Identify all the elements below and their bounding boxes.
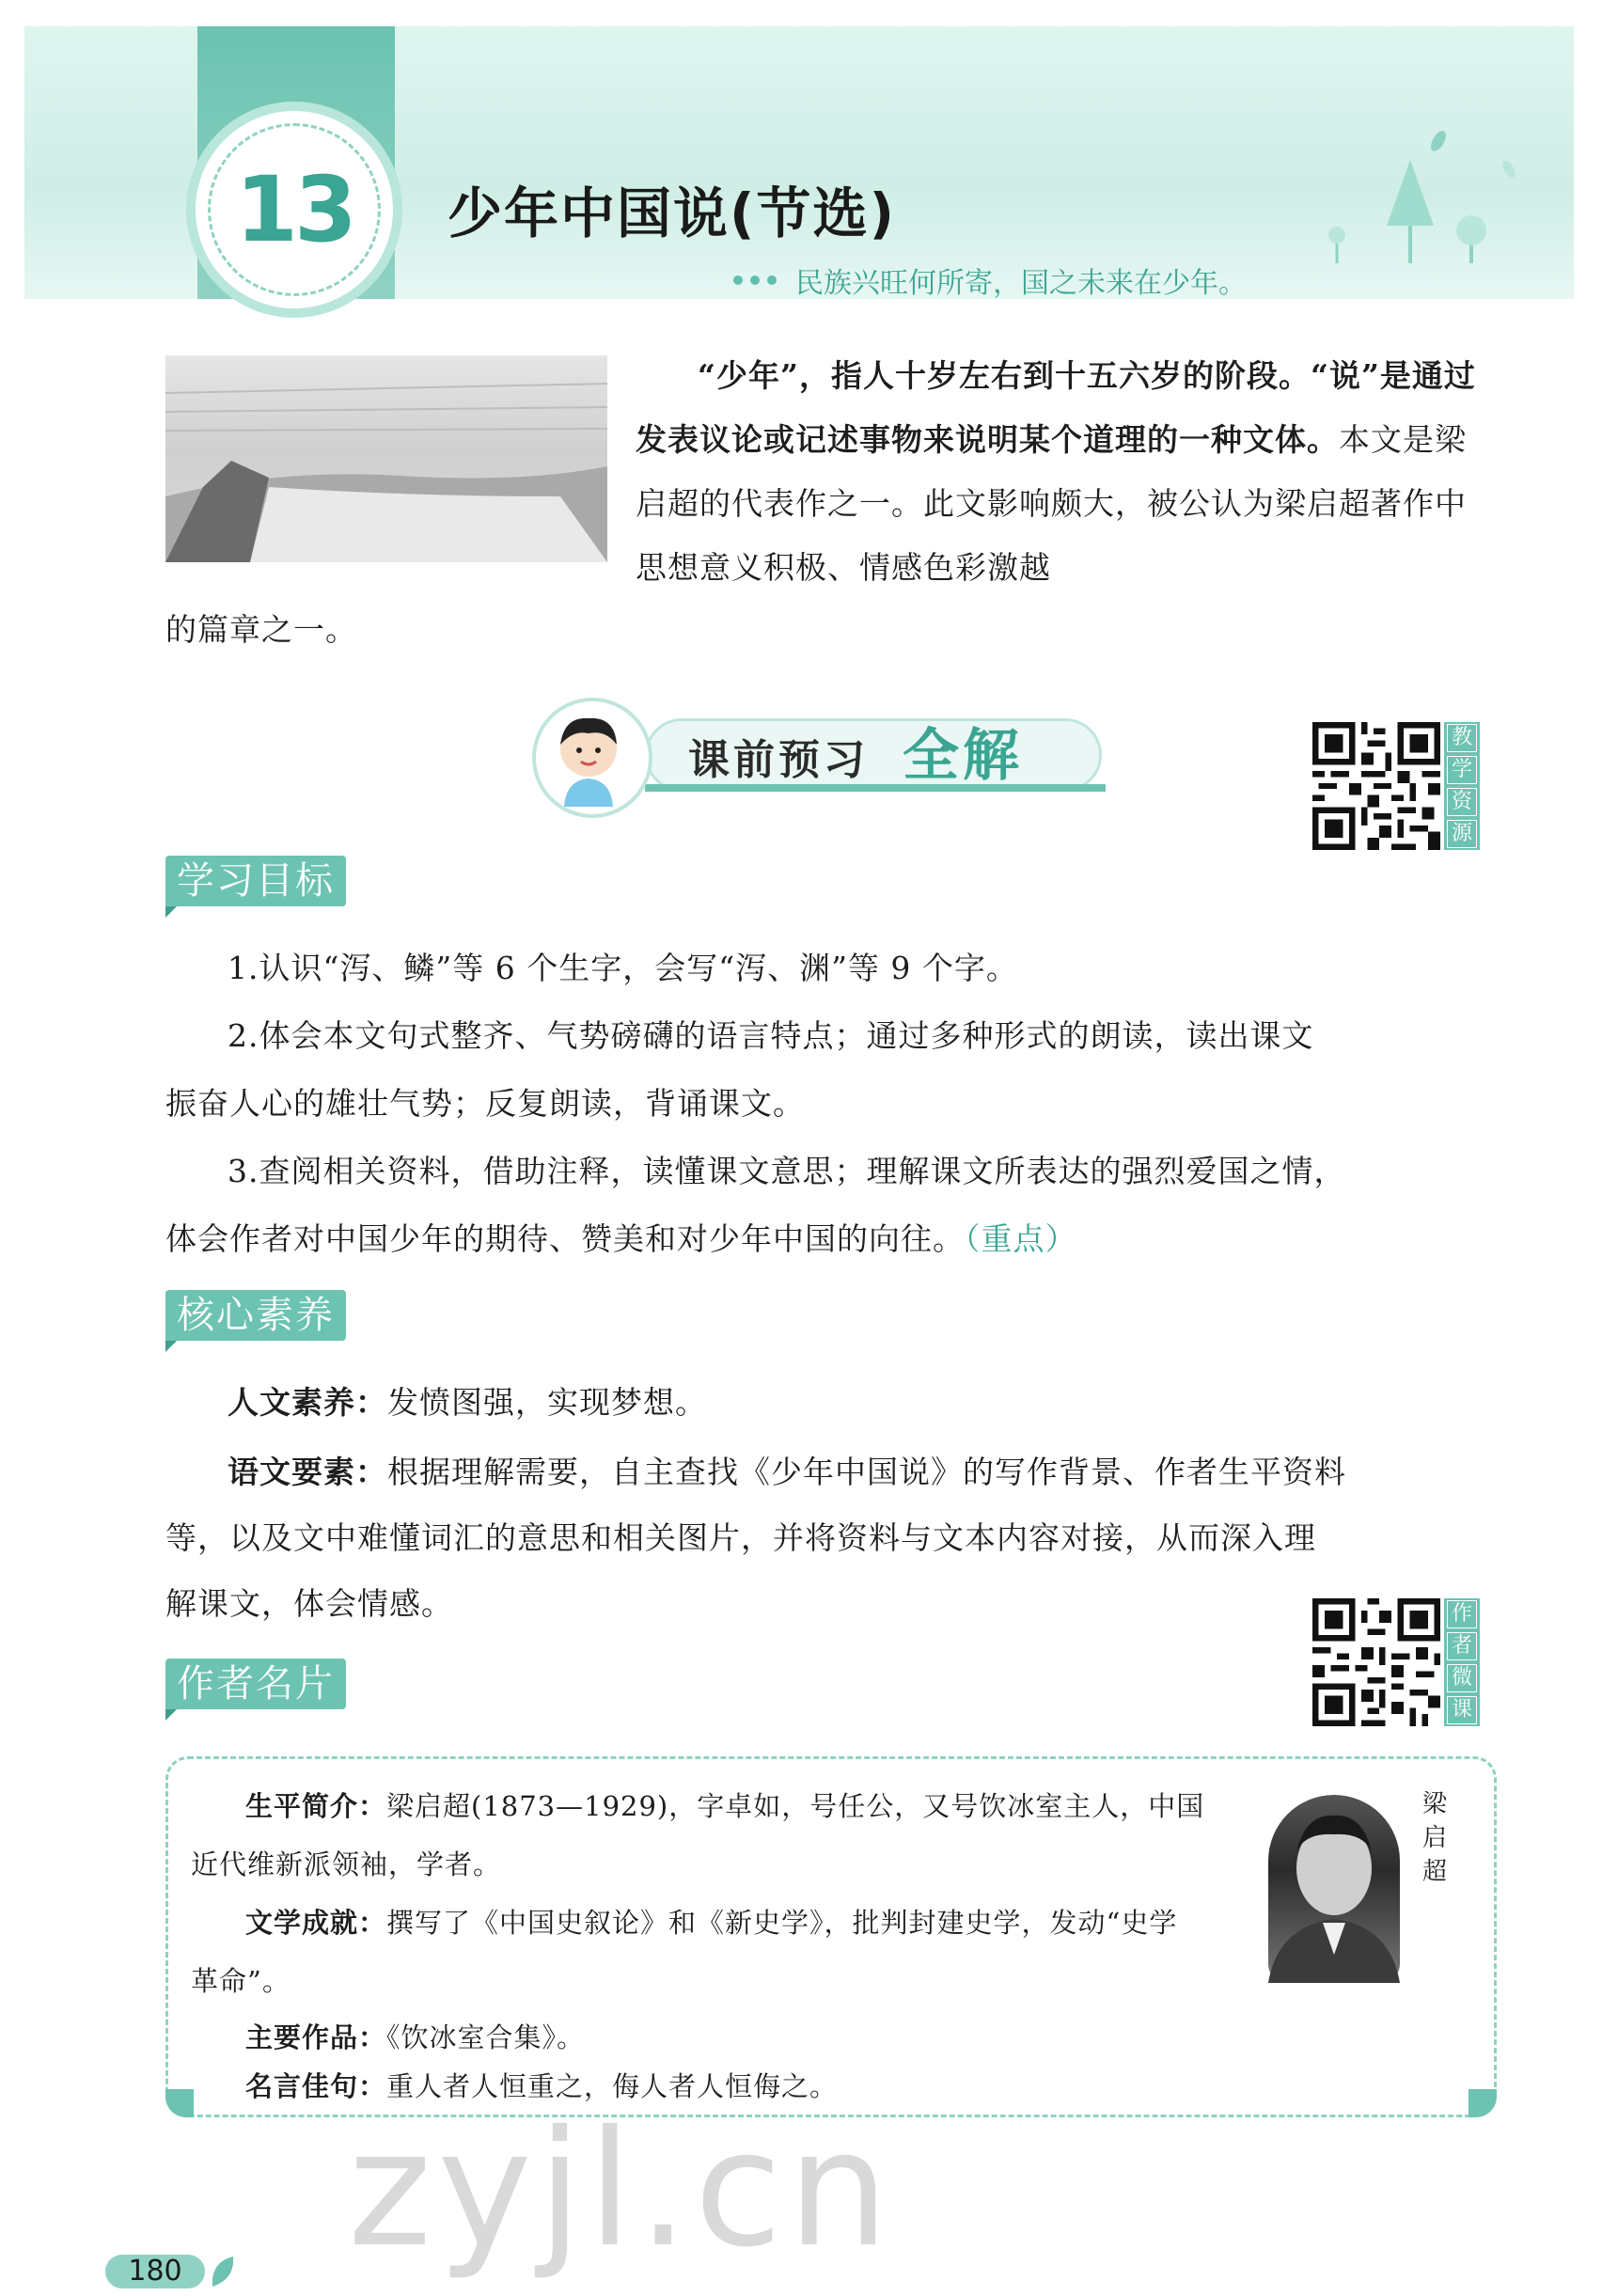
author-works [191, 2009, 585, 2066]
lesson-subtitle: 民族兴旺何所寄，国之未来在少年。 [795, 267, 1247, 300]
language-label: 语文要素： [228, 1454, 387, 1490]
qr-label-teaching: 教 学 资 源 [1444, 722, 1480, 850]
section-title-a: 课前预习 [688, 736, 869, 784]
goal-item-2b: 振奋人心的雄壮气势；反复朗读，背诵课文。 [165, 1085, 805, 1122]
section-title-b: 全解 [903, 723, 1023, 789]
goal-item-3a: 3.查阅相关资料，借助注释，读懂课文意思；理解课文所表达的强烈爱国之情， [228, 1153, 1346, 1189]
humanity-text: 发愤图强，实现梦想。 [387, 1384, 707, 1421]
language-text-1: 根据理解需要，自主查找《少年中国说》的写作背景、作者生平资料 [387, 1454, 1346, 1490]
qr-label-author: 作 者 微 课 [1444, 1598, 1480, 1726]
subtitle-dots [733, 271, 784, 289]
lesson-number: 13 [208, 123, 381, 296]
language-text-3: 解课文，体会情感。 [165, 1585, 453, 1622]
qr-code-icon [1312, 722, 1440, 850]
lesson-badge [196, 111, 393, 308]
bio-text-2: 近代维新派领袖，学者。 [191, 1848, 502, 1880]
tree-decoration-icon [1297, 122, 1532, 282]
achievement-label: 文学成就： [245, 1907, 387, 1939]
goal-item-1: 1.认识“泻、鳞”等 6 个生字，会写“泻、渊”等 9 个字。 [228, 950, 1018, 986]
goal-item-3b: 体会作者对中国少年的期待、赞美和对少年中国的向往。 [165, 1220, 965, 1257]
portrait-name: 梁启超 [1422, 1790, 1448, 1886]
section-banner [532, 698, 1115, 810]
card-corner-decoration [1468, 2089, 1497, 2117]
page-number: 180 [105, 2255, 205, 2288]
tag-author-card: 作者名片 [165, 1659, 346, 1709]
works-label: 主要作品： [245, 2021, 387, 2053]
intro-normal: 本文是梁启超的代表作之一。此文影响颇大，被公认为梁启超著作中思想意义积极、情感色彩激越 [636, 421, 1467, 586]
literacy-humanity [165, 1369, 1491, 1437]
intro-paragraph [636, 344, 1491, 600]
qr-code-icon [1312, 1598, 1440, 1726]
author-achievement [191, 1895, 1177, 1951]
author-portrait [1268, 1795, 1400, 1983]
language-text-2: 等，以及文中难懂词汇的意思和相关图片，并将资料与文本内容对接，从而深入理 [165, 1519, 1316, 1556]
leaf-icon [209, 2253, 237, 2290]
boy-avatar-icon [532, 698, 652, 818]
tag-core-literacy: 核心素养 [165, 1290, 346, 1341]
waterfall-illustration [165, 355, 607, 562]
author-bio [191, 1778, 1204, 1834]
qr-code-teaching[interactable] [1312, 722, 1482, 850]
card-corner-decoration [165, 2089, 194, 2117]
quote-label: 名言佳句： [245, 2070, 387, 2102]
bio-text-1: 梁启超(1873—1929)，字卓如，号任公，又号饮冰室主人，中国 [386, 1790, 1205, 1822]
intro-tail: 的篇章之一。 [165, 611, 357, 648]
quote-text: 重人者人恒重之，侮人者人恒侮之。 [386, 2070, 839, 2102]
author-card [165, 1756, 1497, 2117]
achievement-text-1: 撰写了《中国史叙论》和《新史学》，批判封建史学，发动“史学 [386, 1907, 1178, 1939]
intro-bold: “少年”，指人十岁左右到十五六岁的阶段。“说”是通过发表议论或记述事物来说明某个道理的一种文体。 [636, 357, 1476, 458]
achievement-text-2: 革命”。 [191, 1965, 291, 1997]
humanity-label: 人文素养： [228, 1384, 387, 1421]
lesson-title: 少年中国说(节选) [448, 181, 897, 245]
bio-label: 生平简介： [245, 1790, 387, 1822]
works-text: 《饮冰室合集》。 [386, 2021, 586, 2053]
qr-code-author[interactable] [1312, 1598, 1482, 1726]
watermark: zyjl.cn [348, 2097, 895, 2283]
goal-item-3 [165, 1205, 1491, 1273]
tag-learning-goals: 学习目标 [165, 856, 346, 906]
goal-item-2a: 2.体会本文句式整齐、气势磅礴的语言特点；通过多种形式的朗读，读出课文 [228, 1017, 1314, 1054]
key-point-badge: （重点） [965, 1220, 1077, 1257]
literacy-language [165, 1439, 1491, 1506]
